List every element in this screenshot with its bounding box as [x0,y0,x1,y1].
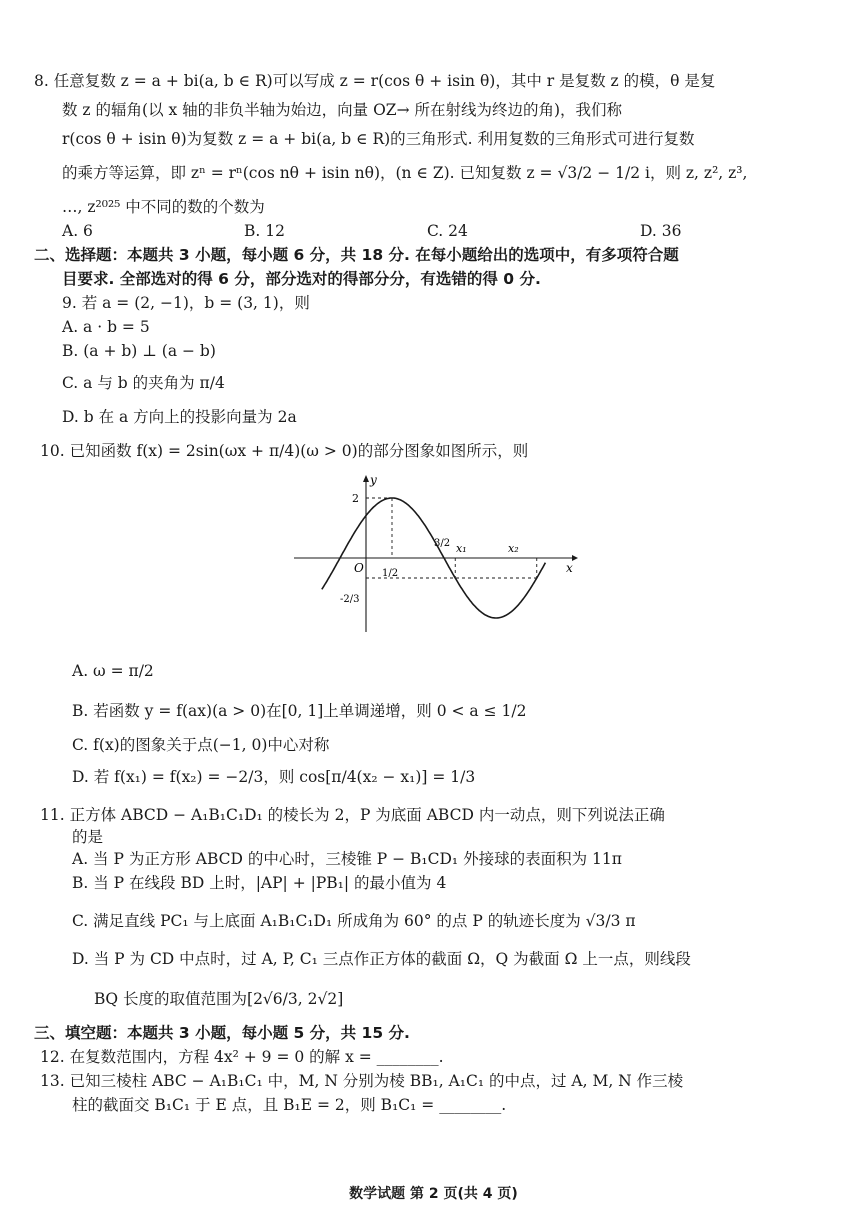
section-2-heading-2: 目要求. 全部选对的得 6 分，部分选对的得部分分，有选错的得 0 分. [62,270,541,288]
q9-option-a: A. a · b = 5 [62,318,150,336]
q8-option-a: A. 6 [62,222,93,240]
x-label-half: 1/2 [382,568,399,579]
section-3-heading: 三、填空题：本题共 3 小题，每小题 5 分，共 15 分. [34,1024,410,1042]
q9-option-d: D. b 在 a 方向上的投影向量为 2a [62,408,297,426]
q8-line-3: r(cos θ + isin θ)为复数 z = a + bi(a, b ∈ R)的三角形式. 利用复数的三角形式可进行复数 [62,130,695,148]
q9-stem: 9. 若 a = (2, −1)，b = (3, 1)，则 [62,294,310,312]
q8-option-c: C. 24 [427,222,468,240]
q8-line-1: 8. 任意复数 z = a + bi(a, b ∈ R)可以写成 z = r(cos θ + isin θ)，其中 r 是复数 z 的模，θ 是复 [34,72,716,90]
x-label-x2: x₂ [508,542,519,555]
q9-option-c: C. a 与 b 的夹角为 π/4 [62,374,225,392]
q10-option-a: A. ω = π/2 [72,662,154,680]
y-axis-label: y [370,473,377,487]
section-2-heading-1: 二、选择题：本题共 3 小题，每小题 6 分，共 18 分. 在每小题给出的选项中，有多项符合题 [34,246,679,264]
q8-line-4: 的乘方等运算，即 zⁿ = rⁿ(cos nθ + isin nθ)，(n ∈ Z). 已知复数 z = √3/2 − 1/2 i，则 z, z², z³, [62,164,748,182]
q13-line-1: 13. 已知三棱柱 ABC − A₁B₁C₁ 中，M, N 分别为棱 BB₁, A₁C₁ 的中点，过 A, M, N 作三棱 [40,1072,684,1090]
x-label-three-half: 3/2 [434,538,451,549]
x-axis-label: x [566,561,573,575]
q13-line-2: 柱的截面交 B₁C₁ 于 E 点，且 B₁E = 2，则 B₁C₁ = ________. [72,1096,507,1114]
q10-stem: 10. 已知函数 f(x) = 2sin(ωx + π/4)(ω > 0)的部分图象如图所示，则 [40,442,529,460]
page-footer: 数学试题 第 2 页(共 4 页) [349,1186,518,1202]
dashed-guides [366,498,537,578]
x-label-x1: x₁ [456,542,467,555]
y-label-neg-two-third: -2/3 [340,594,360,605]
sine-graph [290,472,580,637]
q11-stem-2: 的是 [72,828,104,846]
q11-option-a: A. 当 P 为正方形 ABCD 的中心时，三棱锥 P − B₁CD₁ 外接球的表面积为 11π [72,850,622,868]
q11-option-c: C. 满足直线 PC₁ 与上底面 A₁B₁C₁D₁ 所成角为 60° 的点 P 的轨迹长度为 √3/3 π [72,912,636,930]
q11-option-b: B. 当 P 在线段 BD 上时，|AP| + |PB₁| 的最小值为 4 [72,874,447,892]
q10-option-d: D. 若 f(x₁) = f(x₂) = −2/3，则 cos[π/4(x₂ − x₁)] = 1/3 [72,768,476,786]
y-axis-arrow [363,475,369,482]
x-axis-arrow [572,555,578,561]
q11-option-d-2: BQ 长度的取值范围为[2√6/3, 2√2] [94,990,344,1008]
q10-option-b: B. 若函数 y = f(ax)(a > 0)在[0, 1]上单调递增，则 0 < a ≤ 1/2 [72,702,527,720]
q12: 12. 在复数范围内，方程 4x² + 9 = 0 的解 x = ________. [40,1048,444,1066]
q11-option-d-1: D. 当 P 为 CD 中点时，过 A, P, C₁ 三点作正方体的截面 Ω，Q 为截面 Ω 上一点，则线段 [72,950,691,968]
q8-option-d: D. 36 [640,222,682,240]
q11-stem-1: 11. 正方体 ABCD − A₁B₁C₁D₁ 的棱长为 2，P 为底面 ABCD 内一动点，则下列说法正确 [40,806,665,824]
q10-option-c: C. f(x)的图象关于点(−1, 0)中心对称 [72,736,330,754]
y-label-two: 2 [352,492,359,505]
q9-option-b: B. (a + b) ⊥ (a − b) [62,342,216,360]
q8-line-2: 数 z 的辐角(以 x 轴的非负半轴为始边，向量 OZ→ 所在射线为终边的角)，我们称 [62,101,623,119]
origin-label: O [354,561,364,575]
q8-line-5: …, z²⁰²⁵ 中不同的数的个数为 [62,198,265,216]
q8-option-b: B. 12 [244,222,285,240]
